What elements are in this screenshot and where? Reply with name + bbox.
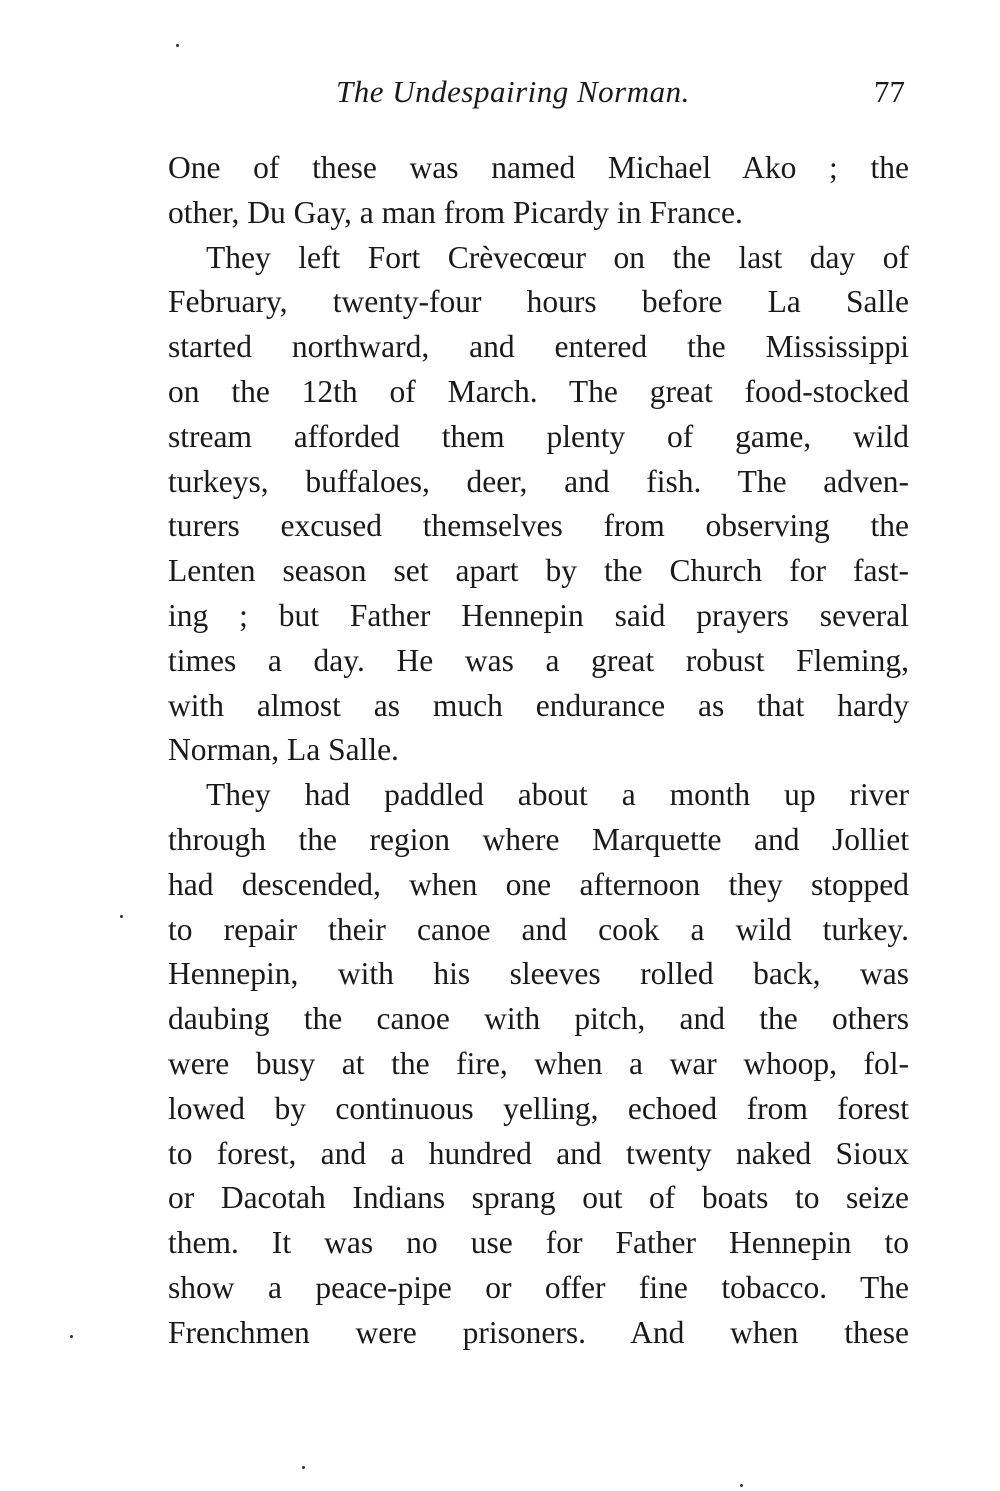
text-line: were busy at the fire, when a war whoop, fol-: [168, 1045, 909, 1081]
scan-speck: [120, 915, 123, 918]
text-line: on the 12th of March. The great food-stocked: [168, 373, 909, 409]
text-line: started northward, and entered the Mississippi: [168, 329, 909, 365]
text-line: They left Fort Crèvecœur on the last day of: [206, 239, 909, 275]
text-line: other, Du Gay, a man from Picardy in France.: [168, 194, 743, 230]
text-line: with almost as much endurance as that hardy: [168, 687, 909, 723]
text-line: February, twenty-four hours before La Salle: [168, 284, 909, 320]
text-line: turkeys, buffaloes, deer, and fish. The adven-: [168, 463, 909, 499]
text-line: to forest, and a hundred and twenty naked Sioux: [168, 1135, 909, 1171]
text-line: lowed by continuous yelling, echoed from forest: [168, 1090, 909, 1126]
text-line: times a day. He was a great robust Fleming,: [168, 642, 909, 678]
text-line: They had paddled about a month up river: [206, 777, 909, 813]
text-line: or Dacotah Indians sprang out of boats to seize: [168, 1180, 909, 1216]
text-line: One of these was named Michael Ako ; the: [168, 150, 909, 185]
text-line: had descended, when one afternoon they stopped: [168, 866, 909, 902]
text-line: them. It was no use for Father Hennepin to: [168, 1225, 909, 1261]
text-line: Norman, La Salle.: [168, 732, 399, 768]
running-title: The Undespairing Norman.: [336, 74, 690, 109]
text-line: ing ; but Father Hennepin said prayers several: [168, 597, 909, 633]
text-line: through the region where Marquette and Jolliet: [168, 821, 909, 857]
text-line: daubing the canoe with pitch, and the others: [168, 1001, 909, 1037]
text-line: turers excused themselves from observing the: [168, 508, 909, 544]
text-line: stream afforded them plenty of game, wild: [168, 418, 909, 454]
scan-speck: [740, 1484, 743, 1487]
page-number: 77: [874, 74, 905, 109]
text-line: Lenten season set apart by the Church for fast-: [168, 553, 909, 589]
scan-speck: [302, 1466, 305, 1469]
text-line: to repair their canoe and cook a wild turkey.: [168, 911, 909, 947]
scan-speck: [70, 1335, 73, 1338]
body-text: [168, 146, 909, 1356]
running-head: [0, 74, 1000, 114]
text-line: show a peace-pipe or offer fine tobacco. The: [168, 1269, 909, 1305]
scan-speck: [176, 44, 179, 47]
text-line: Frenchmen were prisoners. And when these: [168, 1314, 909, 1350]
text-line: Hennepin, with his sleeves rolled back, was: [168, 956, 909, 992]
